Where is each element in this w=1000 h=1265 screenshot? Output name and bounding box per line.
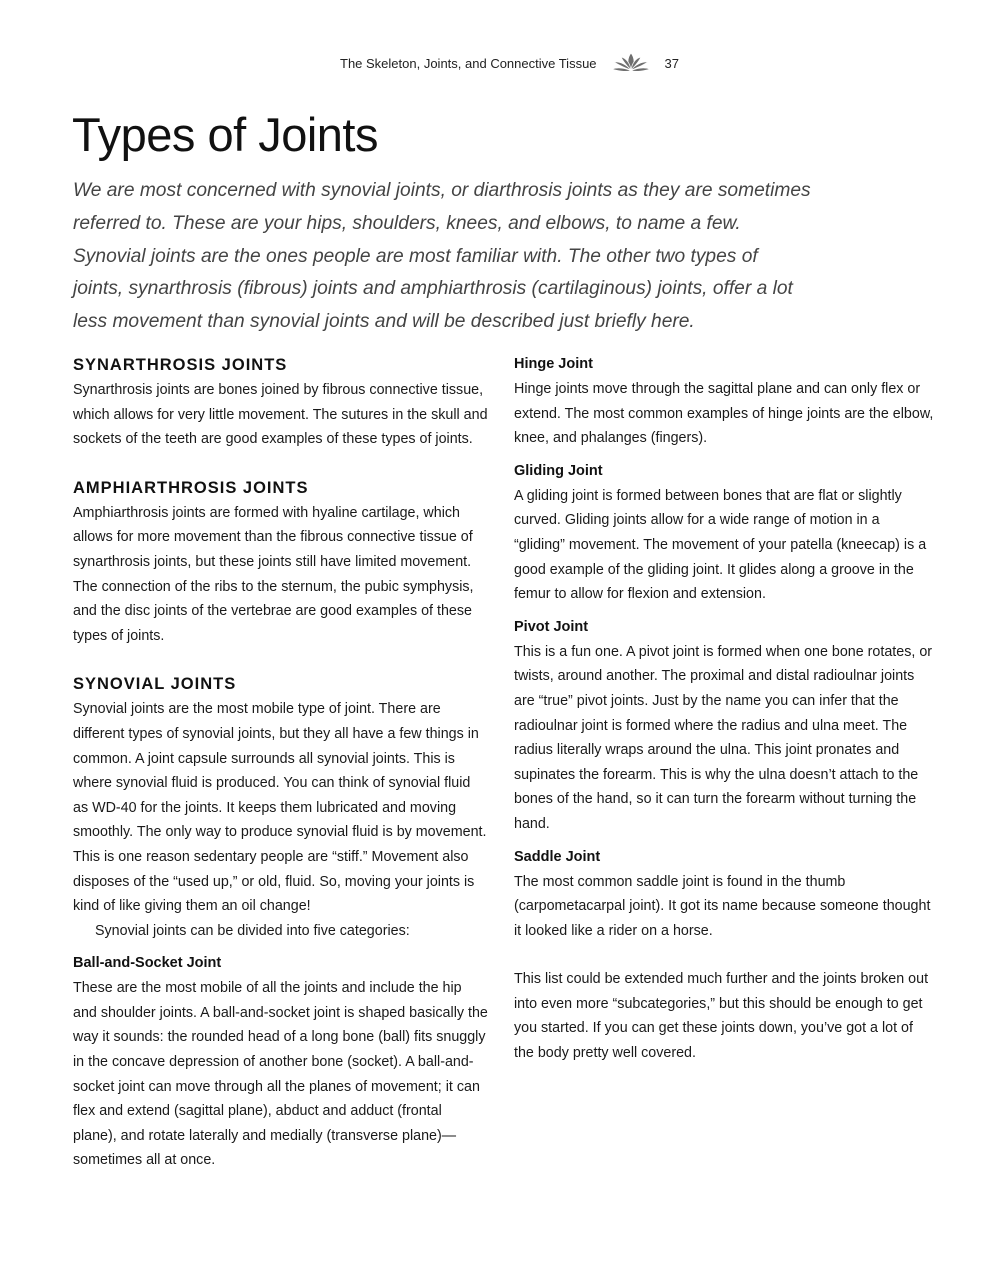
- gliding-heading: Gliding Joint: [514, 462, 603, 479]
- left-column: [73, 352, 488, 1173]
- running-header: [340, 52, 700, 74]
- pivot-heading: Pivot Joint: [514, 618, 589, 635]
- amphiarthrosis-body: Amphiarthrosis joints are formed with hyaline cartilage, which allows for more movement than the fibrous connective tissue of synarthrosis joints, but these joints still have limited movement. The connection of the ribs to the sternum, the pubic symphysis, and the disc joints of the vertebrae are good examples of these types of joints.: [73, 504, 474, 644]
- chapter-title: The Skeleton, Joints, and Connective Tissue: [340, 55, 597, 71]
- pivot-body: This is a fun one. A pivot joint is formed when one bone rotates, or twists, around another. The proximal and distal radioulnar joints are “true” pivot joints. Just by the name you can infer that the radioulnar joint is formed where the radius and ulna meet. The radius literally wraps around the ulna. This joint pronates and supinates the forearm. This is why the ulna doesn’t attach to the bones of the hand, so it can turn the forearm without turning the hand.: [514, 643, 933, 832]
- ball-socket-body: These are the most mobile of all the joints and include the hip and shoulder joints. A ball-and-socket joint is shaped basically the way it sounds: the rounded head of a long bone (ball) fits snuggly in the concave depression of another bone (socket). A ball-and-socket joint can move through all the planes of movement; it can flex and extend (sagittal plane), abduct and adduct (frontal plane), and rotate laterally and medially (transverse plane)—sometimes all at once.: [73, 980, 488, 1169]
- synarthrosis-heading: SYNARTHROSIS JOINTS: [73, 356, 288, 374]
- saddle-body: The most common saddle joint is found in the thumb (carpometacarpal joint). It got its name because someone thought it looked like a rider on a horse.: [514, 873, 931, 939]
- intro-paragraph: We are most concerned with synovial joints, or diarthrosis joints as they are sometimes referred to. These are your hips, shoulders, knees, and elbows, to name a few. Synovial joints are the ones people are most familiar with. The other two types of joints, synarthrosis (fibrous) joints and amphiarthrosis (cartilaginous) joints, offer a lot less movement than synovial joints and will be described just briefly here.: [73, 180, 811, 333]
- hinge-heading: Hinge Joint: [514, 356, 593, 372]
- closing-paragraph: This list could be extended much further and the joints broken out into even more “subcategories,” but this should be enough to get you started. If you can get these joints down, you’ve got a lot of the body pretty well covered.: [514, 971, 929, 1062]
- synovial-categories-line: Synovial joints can be divided into five categories:: [95, 922, 410, 939]
- synovial-heading: SYNOVIAL JOINTS: [73, 675, 237, 694]
- page-title: Types of Joints: [72, 108, 378, 161]
- right-column: [514, 352, 934, 1066]
- saddle-heading: Saddle Joint: [514, 848, 601, 865]
- ball-socket-heading: Ball-and-Socket Joint: [73, 955, 222, 972]
- synovial-body: Synovial joints are the most mobile type of joint. There are different types of synovial joints, but they all have a few things in common. A joint capsule surrounds all synovial joints. This is where synovial fluid is produced. You can think of synovial fluid as WD-40 for the joints. It keeps them lubricated and moving smoothly. The only way to produce synovial fluid is by movement. This is one reason sedentary people are “stiff.” Movement also disposes of the “used up,” or old, fluid. So, moving your joints is kind of like giving them an oil change!: [73, 701, 487, 915]
- amphiarthrosis-heading: AMPHIARTHROSIS JOINTS: [73, 478, 309, 497]
- lotus-icon: [611, 52, 651, 74]
- hinge-body: Hinge joints move through the sagittal plane and can only flex or extend. The most common examples of hinge joints are the elbow, knee, and phalanges (fingers).: [514, 381, 934, 447]
- page-number: 37: [664, 55, 680, 71]
- gliding-body: A gliding joint is formed between bones that are flat or slightly curved. Gliding joints allow for a wide range of motion in a “gliding” movement. The movement of your patella (kneecap) is a good example of the gliding joint. It glides along a groove in the femur to allow for flexion and extension.: [514, 487, 927, 603]
- synarthrosis-body: Synarthrosis joints are bones joined by fibrous connective tissue, which allows for very little movement. The sutures in the skull and sockets of the teeth are good examples of these types of joints.: [73, 382, 488, 448]
